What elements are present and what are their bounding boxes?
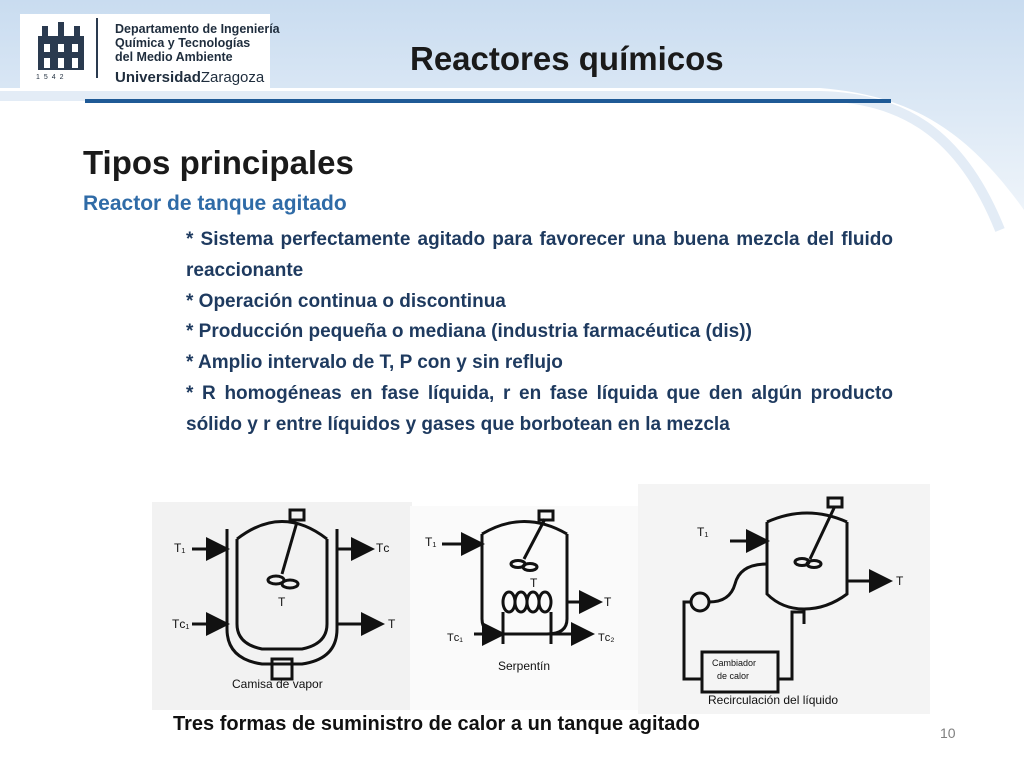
bullet-item: * Operación continua o discontinua xyxy=(186,290,506,312)
stirred-tank-diagram xyxy=(152,484,930,714)
panel1-caption: Camisa de vapor xyxy=(232,677,323,691)
title-underline xyxy=(85,99,891,103)
logo-dept-line-2: Química y Tecnologías xyxy=(115,36,251,50)
panel2-tc2-label: Tᴄ₂ xyxy=(598,632,615,644)
section-heading: Tipos principales xyxy=(83,144,354,181)
department-logo xyxy=(20,14,280,88)
figure-caption: Tres formas de suministro de calor a un tanque agitado xyxy=(173,713,700,735)
logo-dept-line-1: Departamento de Ingeniería xyxy=(115,22,280,36)
logo-year: 1542 xyxy=(36,74,68,81)
page-number: 10 xyxy=(940,725,956,741)
bullet-item: * Sistema perfectamente agitado para favorecer una buena mezcla del fluido reaccionante xyxy=(186,229,893,281)
section-subheading: Reactor de tanque agitado xyxy=(83,192,347,215)
university-crest-icon xyxy=(28,18,108,78)
bullet-item: * Amplio intervalo de T, P con y sin reflujo xyxy=(186,352,563,374)
slide-title: Reactores químicos xyxy=(410,40,724,77)
panel1-tc-label: Tᴄ xyxy=(376,541,390,555)
logo-dept-line-3: del Medio Ambiente xyxy=(115,50,233,64)
panel1-t-label: T xyxy=(278,595,286,609)
panel2-t-label: T xyxy=(530,576,538,590)
panel3-exchanger-label-2: de calor xyxy=(717,671,750,681)
panel3-exchanger-label-1: Cambiador xyxy=(712,658,757,668)
panel1-tc1-label: Tᴄ₁ xyxy=(172,617,190,631)
panel2-caption: Serpentín xyxy=(498,659,551,673)
bullet-list xyxy=(186,225,893,441)
logo-university-name: UniversidadZaragoza xyxy=(115,69,265,86)
bullet-item: * Producción pequeña o mediana (industria farmacéutica (dis)) xyxy=(186,321,752,343)
panel3-caption: Recirculación del líquido xyxy=(708,693,839,707)
bullet-item: * R homogéneas en fase líquida, r en fase líquida que den algún producto sólido y r entre líquidos y gases que borbotean en la mezcla xyxy=(186,382,893,435)
panel2-tout-label: T xyxy=(604,595,612,609)
panel3-t1-label: T₁ xyxy=(697,525,709,539)
panel2-t1-label: T₁ xyxy=(425,535,437,549)
panel2-tc1-label: Tᴄ₁ xyxy=(447,632,463,644)
panel1-tout-label: T xyxy=(388,617,396,631)
panel3-tout-label: T xyxy=(896,574,904,588)
panel1-t1-label: T₁ xyxy=(174,541,186,555)
